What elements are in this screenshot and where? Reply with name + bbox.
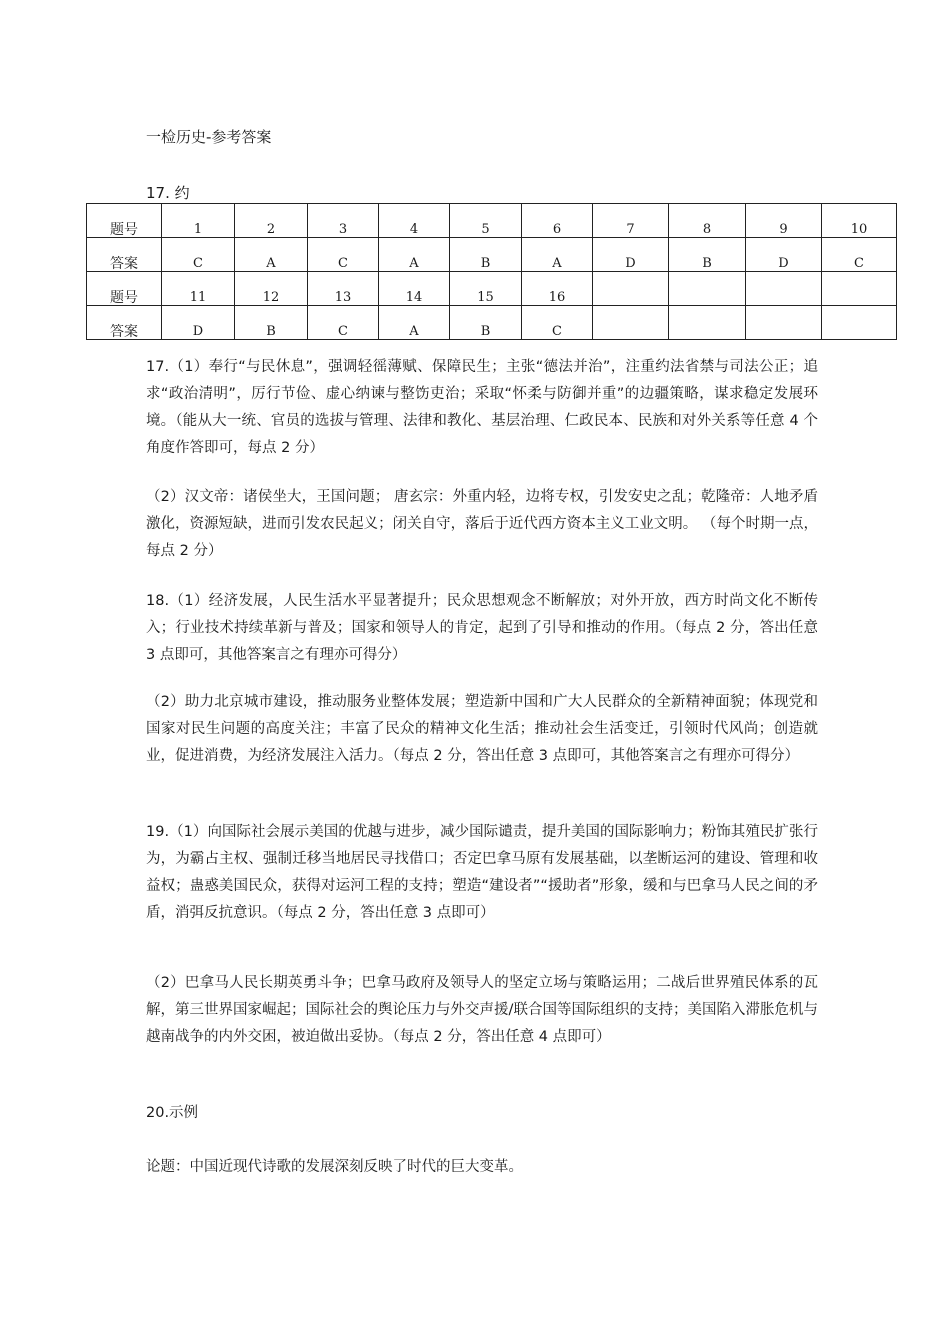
table-cell: A xyxy=(379,306,450,340)
table-cell: B xyxy=(450,306,522,340)
table-cell xyxy=(593,306,669,340)
answer-19-2: （2）巴拿马人民长期英勇斗争；巴拿马政府及领导人的坚定立场与策略运用；二战后世界殖民体系的瓦解，第三世界国家崛起；国际社会的舆论压力与外交声援/联合国等国际组织的支持；美国陷入滞胀危机与越南战争的内外交困，被迫做出妥协。（每点 2 分，答出任意 4 点即可） xyxy=(146,975,818,1045)
document-title: 一检历史-参考答案 xyxy=(146,128,272,146)
table-cell: C xyxy=(822,238,897,272)
table-cell: 3 xyxy=(308,204,379,238)
table-cell: B xyxy=(669,238,746,272)
table-cell: C xyxy=(162,238,235,272)
section-label: 17. 约 xyxy=(146,184,190,202)
table-cell xyxy=(822,272,897,306)
table-row xyxy=(87,306,897,340)
table-cell: 11 xyxy=(162,272,235,306)
answer-17-1: 17.（1）奉行“与民休息”，强调轻徭薄赋、保障民生；主张“德法并治”，注重约法省禁与司法公正；追求“政治清明”，厉行节俭、虚心纳谏与整饬吏治；采取“怀柔与防御并重”的边疆策略，谋求稳定发展环境。（能从大一统、官员的选拔与管理、法律和教化、基层治理、仁政民本、民族和对外关系等任意 4 个角度作答即可，每点 2 分） xyxy=(146,359,818,456)
answer-18-1: 18.（1）经济发展，人民生活水平显著提升；民众思想观念不断解放；对外开放，西方时尚文化不断传入；行业技术持续革新与普及；国家和领导人的肯定，起到了引导和推动的作用。（每点 2 分，答出任意 3 点即可，其他答案言之有理亦可得分） xyxy=(146,593,818,663)
row-header: 题号 xyxy=(87,204,162,238)
answer-20-thesis: 论题：中国近现代诗歌的发展深刻反映了时代的巨大变革。 xyxy=(146,1159,523,1175)
table-cell: 13 xyxy=(308,272,379,306)
row-header: 题号 xyxy=(87,272,162,306)
table-cell: 16 xyxy=(522,272,593,306)
table-cell: D xyxy=(162,306,235,340)
answer-19-1: 19.（1）向国际社会展示美国的优越与进步，减少国际谴责，提升美国的国际影响力；粉饰其殖民扩张行为，为霸占主权、强制迁移当地居民寻找借口；否定巴拿马原有发展基础，以垄断运河的建设、管理和收益权；蛊惑美国民众，获得对运河工程的支持；塑造“建设者”“援助者”形象，缓和与巴拿马人民之间的矛盾，消弭反抗意识。（每点 2 分，答出任意 3 点即可） xyxy=(146,824,818,921)
table-cell: 15 xyxy=(450,272,522,306)
table-cell xyxy=(669,306,746,340)
row-header: 答案 xyxy=(87,306,162,340)
table-cell: 12 xyxy=(235,272,308,306)
table-cell: 9 xyxy=(746,204,822,238)
table-cell: 4 xyxy=(379,204,450,238)
table-cell: C xyxy=(308,238,379,272)
table-cell: 6 xyxy=(522,204,593,238)
row-header: 答案 xyxy=(87,238,162,272)
table-row xyxy=(87,238,897,272)
table-cell xyxy=(822,306,897,340)
table-cell xyxy=(669,272,746,306)
table-cell: 10 xyxy=(822,204,897,238)
answer-18-2: （2）助力北京城市建设，推动服务业整体发展；塑造新中国和广大人民群众的全新精神面貌；体现党和国家对民生问题的高度关注；丰富了民众的精神文化生活；推动社会生活变迁，引领时代风尚；创造就业，促进消费，为经济发展注入活力。（每点 2 分，答出任意 3 点即可，其他答案言之有理亦可得分） xyxy=(146,694,818,764)
table-cell: C xyxy=(522,306,593,340)
table-cell: A xyxy=(522,238,593,272)
answer-table xyxy=(86,203,897,340)
table-cell xyxy=(746,306,822,340)
table-cell: A xyxy=(235,238,308,272)
answer-17-2: （2）汉文帝：诸侯坐大，王国问题； 唐玄宗：外重内轻，边将专权，引发安史之乱；乾隆帝：人地矛盾激化，资源短缺，进而引发农民起义；闭关自守，落后于近代西方资本主义工业文明。 （每个时期一点，每点 2 分） xyxy=(146,489,818,559)
table-cell: D xyxy=(746,238,822,272)
table-cell: 1 xyxy=(162,204,235,238)
table-cell: B xyxy=(450,238,522,272)
table-cell: 14 xyxy=(379,272,450,306)
table-cell: 2 xyxy=(235,204,308,238)
table-cell xyxy=(746,272,822,306)
table-cell: 7 xyxy=(593,204,669,238)
table-cell: 5 xyxy=(450,204,522,238)
table-cell: A xyxy=(379,238,450,272)
table-row xyxy=(87,272,897,306)
table-cell: D xyxy=(593,238,669,272)
table-cell xyxy=(593,272,669,306)
table-cell: B xyxy=(235,306,308,340)
table-cell: C xyxy=(308,306,379,340)
table-cell: 8 xyxy=(669,204,746,238)
table-row xyxy=(87,204,897,238)
answer-20-heading: 20.示例 xyxy=(146,1105,199,1121)
